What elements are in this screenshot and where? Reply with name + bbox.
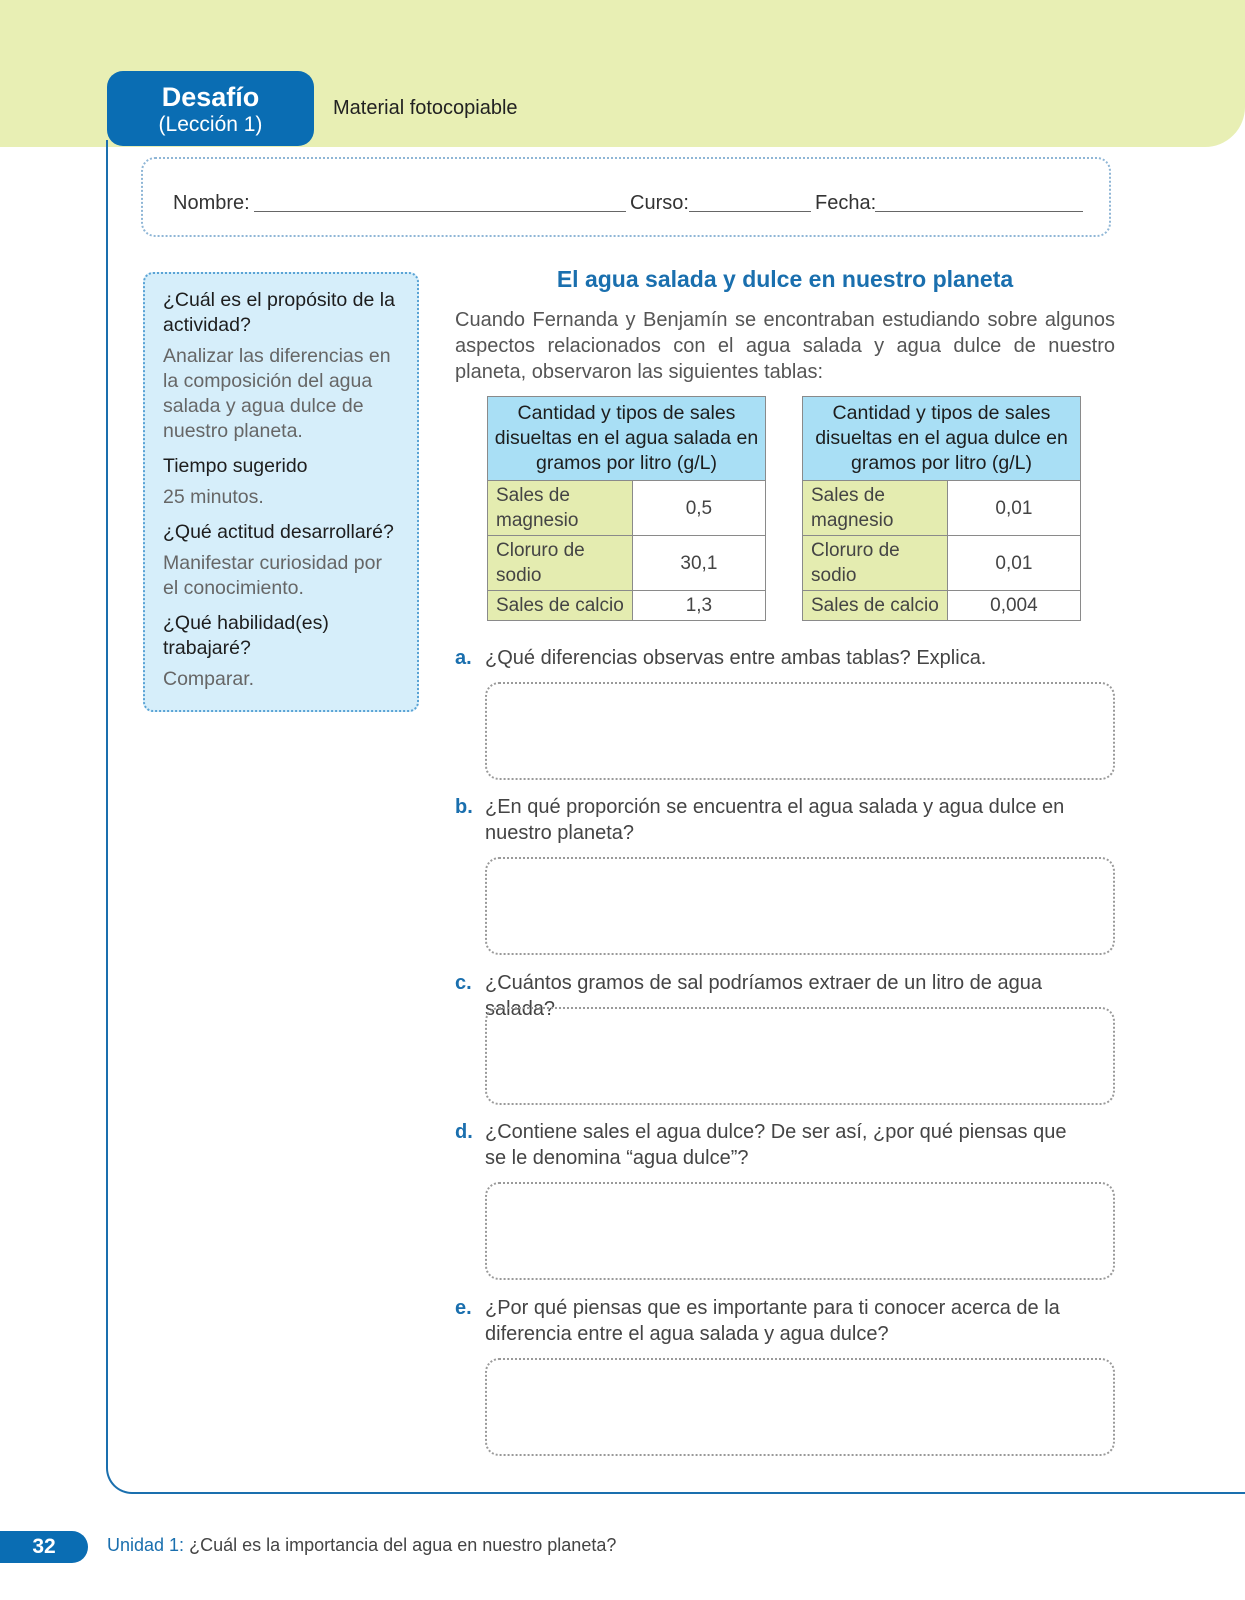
question-e bbox=[455, 1295, 1095, 1347]
course-label: Curso: bbox=[630, 192, 689, 214]
skills-answer: Comparar. bbox=[163, 668, 255, 690]
table-row bbox=[488, 536, 766, 591]
intro-paragraph: Cuando Fernanda y Benjamín se encontraban estudiando sobre algunos aspectos relacionados con el agua salada y agua dulce de nuestro planeta, observaron las siguientes tablas: bbox=[455, 309, 1115, 383]
answer-box-d[interactable] bbox=[485, 1182, 1115, 1280]
question-text: ¿Cuántos gramos de sal podríamos extraer de un litro de agua salada? bbox=[485, 972, 1042, 1020]
date-field[interactable] bbox=[875, 211, 1083, 212]
date-label: Fecha: bbox=[815, 192, 877, 214]
row-label: Sales de calcio bbox=[803, 591, 948, 621]
activity-info-sidebar bbox=[143, 272, 419, 712]
table-row bbox=[803, 536, 1081, 591]
question-d bbox=[455, 1119, 1095, 1171]
answer-box-a[interactable] bbox=[485, 682, 1115, 780]
row-label: Cloruro de sodio bbox=[803, 536, 948, 591]
fresh-water-table bbox=[802, 396, 1081, 621]
table-row bbox=[488, 481, 766, 536]
name-field[interactable] bbox=[254, 211, 626, 212]
table-row bbox=[803, 591, 1081, 621]
answer-box-c[interactable] bbox=[485, 1007, 1115, 1105]
question-b bbox=[455, 794, 1095, 846]
question-text: ¿Qué diferencias observas entre ambas tablas? Explica. bbox=[485, 647, 987, 669]
attitude-answer: Manifestar curiosidad por el conocimiento. bbox=[163, 552, 382, 599]
question-letter: d. bbox=[455, 1121, 473, 1143]
table-header: Cantidad y tipos de sales disueltas en el agua salada en gramos por litro (g/L) bbox=[488, 397, 766, 481]
time-question: Tiempo sugerido bbox=[163, 455, 308, 477]
question-a bbox=[455, 645, 1095, 671]
unit-title: ¿Cuál es la importancia del agua en nuestro planeta? bbox=[189, 1535, 617, 1555]
answer-box-b[interactable] bbox=[485, 857, 1115, 955]
question-text: ¿En qué proporción se encuentra el agua salada y agua dulce en nuestro planeta? bbox=[485, 796, 1065, 844]
question-text: ¿Por qué piensas que es importante para ti conocer acerca de la diferencia entre el agua salada y agua dulce? bbox=[485, 1297, 1060, 1345]
row-value: 1,3 bbox=[632, 591, 765, 621]
salt-water-table bbox=[487, 396, 766, 621]
purpose-question: ¿Cuál es el propósito de la actividad? bbox=[163, 289, 395, 336]
row-value: 0,5 bbox=[632, 481, 765, 536]
row-label: Sales de magnesio bbox=[803, 481, 948, 536]
row-label: Sales de magnesio bbox=[488, 481, 633, 536]
page-title: El agua salada y dulce en nuestro planeta bbox=[556, 266, 1014, 292]
tab-subtitle: (Lección 1) bbox=[158, 113, 263, 136]
unit-label: Unidad 1: bbox=[107, 1535, 185, 1555]
table-row bbox=[488, 591, 766, 621]
skills-question: ¿Qué habilidad(es) trabajaré? bbox=[163, 612, 329, 659]
question-text: ¿Contiene sales el agua dulce? De ser así, ¿por qué piensas que se le denomina “agua dulce”? bbox=[485, 1121, 1067, 1169]
tab-title: Desafío bbox=[161, 82, 260, 112]
question-letter: b. bbox=[455, 796, 473, 818]
attitude-question: ¿Qué actitud desarrollaré? bbox=[163, 521, 394, 543]
question-letter: e. bbox=[455, 1297, 472, 1319]
table-header: Cantidad y tipos de sales disueltas en el agua dulce en gramos por litro (g/L) bbox=[803, 397, 1081, 481]
time-answer: 25 minutos. bbox=[163, 486, 264, 508]
page-number: 32 bbox=[0, 1531, 88, 1563]
answer-box-e[interactable] bbox=[485, 1358, 1115, 1456]
course-field[interactable] bbox=[689, 211, 811, 212]
row-label: Sales de calcio bbox=[488, 591, 633, 621]
name-label: Nombre: bbox=[173, 192, 250, 214]
row-label: Cloruro de sodio bbox=[488, 536, 633, 591]
row-value: 0,004 bbox=[947, 591, 1080, 621]
row-value: 0,01 bbox=[947, 481, 1080, 536]
purpose-answer: Analizar las diferencias en la composición del agua salada y agua dulce de nuestro planeta. bbox=[163, 345, 391, 442]
question-letter: c. bbox=[455, 972, 472, 994]
footer-unit bbox=[107, 1535, 616, 1556]
student-info-box bbox=[141, 157, 1111, 237]
question-letter: a. bbox=[455, 647, 472, 669]
row-value: 30,1 bbox=[632, 536, 765, 591]
table-row bbox=[803, 481, 1081, 536]
challenge-tab bbox=[107, 71, 314, 146]
row-value: 0,01 bbox=[947, 536, 1080, 591]
material-label: Material fotocopiable bbox=[333, 97, 518, 119]
